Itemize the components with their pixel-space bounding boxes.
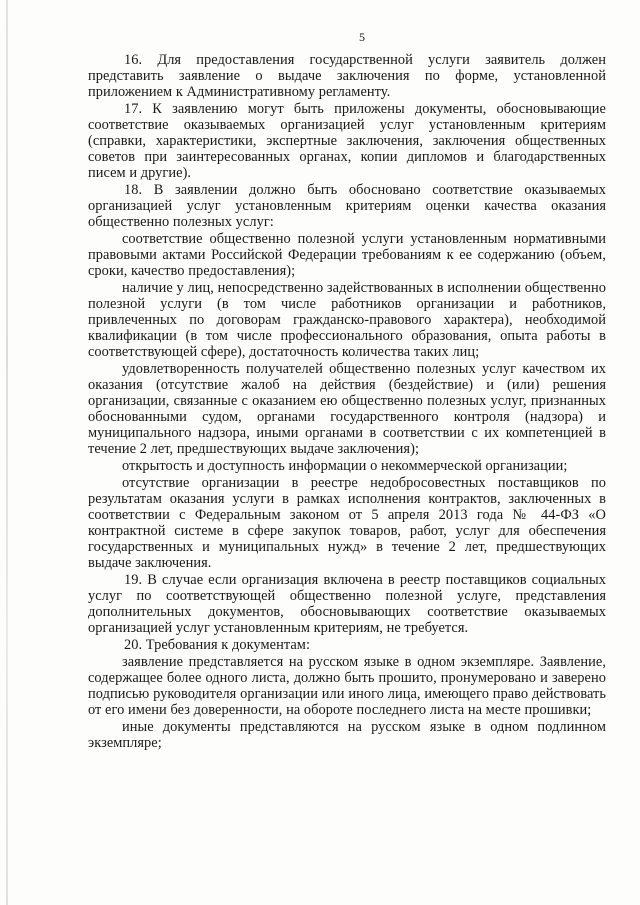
- criterion-staff-qualification: наличие у лиц, непосредственно задействованных в исполнении общественно полезной услуги (в том числе работников организации и работников, привлеченных по договорам гражданско-правового характера), необходимой квалификации (в том числе профессионального образования, опыта работы в соответствующей сфере), достаточность количества таких лиц;: [88, 280, 606, 360]
- page-number: 5: [359, 30, 365, 44]
- criterion-recipient-satisfaction: удовлетворенность получателей общественно полезных услуг качеством их оказания (отсутствие жалоб на действия (бездействие) и (или) решения организации, связанные с оказанием ею общественно полезных услуг, признанных обоснованными судом, органами государственного контроля (надзора) и муниципального надзора, иными органами в соответствии с их компетенцией в течение 2 лет, предшествующих выдаче заключения);: [88, 361, 606, 457]
- requirement-application: заявление представляется на русском языке в одном экземпляре. Заявление, содержащее более одного листа, должно быть прошито, пронумеровано и заверено подписью руководителя организации или иного лица, имеющего право действовать от его имени без доверенности, на обороте последнего листа на месте прошивки;: [88, 654, 606, 718]
- document-body: [88, 52, 606, 751]
- paragraph-20: 20. Требования к документам:: [124, 637, 310, 653]
- criterion-content-compliance: соответствие общественно полезной услуги установленным нормативными правовыми актами Российской Федерации требованиям к ее содержанию (объем, сроки, качество предоставления);: [88, 231, 606, 279]
- paragraph-18: 18. В заявлении должно быть обосновано соответствие оказываемых организацией услуг установленным критериям оценки качества оказания общественно полезных услуг:: [88, 182, 606, 230]
- paragraph-16: 16. Для предоставления государственной услуги заявитель должен представить заявление о выдаче заключения по форме, установленной приложением к Административному регламенту.: [88, 52, 606, 100]
- criterion-no-unreliable-supplier: отсутствие организации в реестре недобросовестных поставщиков по результатам оказания услуги в рамках исполнения контрактов, заключенных в соответствии с Федеральным законом от 5 апреля 2013 года № 44-ФЗ «О контрактной системе в сфере закупок товаров, работ, услуг для обеспечения государственных и муниципальных нужд» в течение 2 лет, предшествующих выдаче заключения.: [88, 475, 606, 571]
- scan-edge-shadow: [6, 0, 8, 905]
- paragraph-19: 19. В случае если организация включена в реестр поставщиков социальных услуг по соответствующей общественно полезной услуге, представления дополнительных документов, обосновывающих соответствие оказываемых организацией услуг установленным критериям, не требуется.: [88, 572, 606, 636]
- requirement-other-documents: иные документы представляются на русском языке в одном подлинном экземпляре;: [88, 719, 606, 751]
- paragraph-17: 17. К заявлению могут быть приложены документы, обосновывающие соответствие оказываемых организацией услуг установленным критериям (справки, характеристики, экспертные заключения, заключения общественных советов при заинтересованных органах, копии дипломов и благодарственных писем и другие).: [88, 101, 606, 181]
- criterion-openness: открытость и доступность информации о некоммерческой организации;: [122, 458, 568, 474]
